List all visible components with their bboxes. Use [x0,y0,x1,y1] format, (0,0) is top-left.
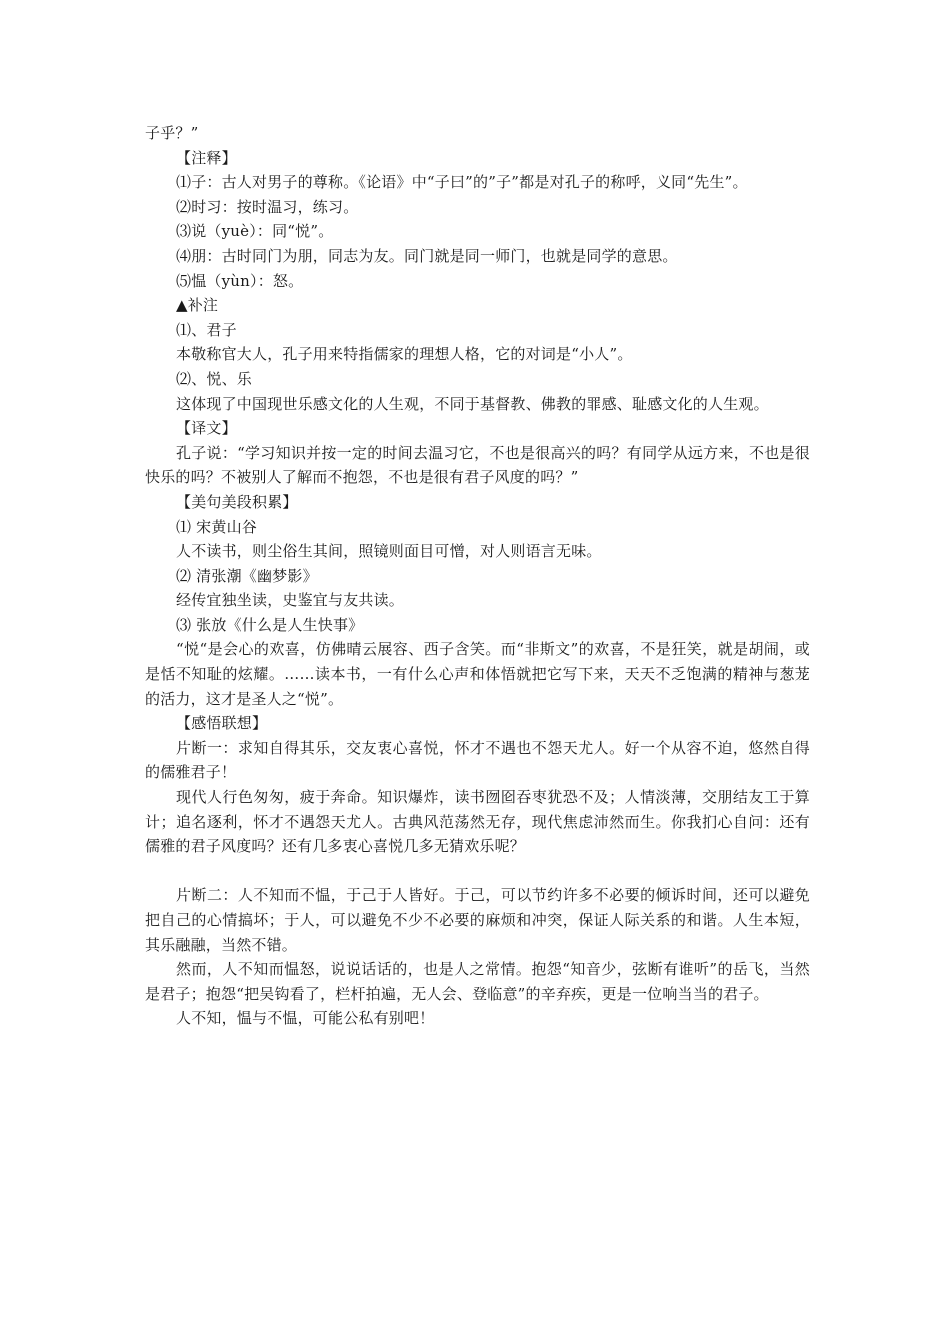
text-line: 子乎？” [145,124,199,142]
text-line: ⑵、悦、乐 [176,369,253,388]
section-heading-reflection: 【感悟联想】 [176,714,268,733]
text-line: ⑷朋：古时同门为朋，同志为友。同门就是同一师门，也就是同学的意思。 [176,246,678,265]
paragraph: ⑴子：古人对男子的尊称。《论语》中“子曰”的”子”都是对孔子的称呼，义同“先生”。 [176,173,748,192]
section-heading-translation: 【译文】 [176,419,237,438]
section-heading-supplement: ▲补注 [176,296,219,315]
text-line: 人不读书，则尘俗生其间，照镜则面目可憎，对人则语言无味。 [176,542,602,561]
paragraph: 这体现了中国现世乐感文化的人生观，不同于基督教、佛教的罪感、耻感文化的人生观。 [176,394,769,413]
section-heading-quotes: 【美句美段积累】 [176,492,298,511]
paragraph: 现代人行色匆匆，疲于奔命。知识爆炸，读书囫囵吞枣犹恐不及；人情淡薄，交朋结友工于算计；追名逐利，怀才不遇怨天尤人。古典风范荡然无存，现代焦虑沛然而生。你我扪心自问：还有儒雅的君子风度吗？还有几多衷心喜悦几多无猜欢乐呢？ [145,788,810,856]
section-heading-notes: 【注释】 [176,148,237,167]
document-body [145,121,810,1031]
text-line: 本敬称官大人，孔子用来特指儒家的理想人格，它的对词是“小人”。 [176,345,633,364]
text-line: ⑵ 清张潮《幽梦影》 [176,566,318,585]
paragraph: 然而，人不知而愠怒，说说话话的，也是人之常情。抱怨“知音少，弦断有谁听”的岳飞，当然是君子；抱怨“把吴钩看了，栏杆拍遍，无人会、登临意”的辛弃疾，更是一位响当当的君子。 [145,960,810,1003]
text-line: ⑴、君子 [176,320,237,339]
text-line: ⑶说（yuè）：同“悦”。 [176,222,334,241]
text-line: 人不知，愠与不愠，可能公私有别吧！ [176,1009,435,1028]
blank-line [145,859,810,884]
paragraph: 孔子说：“学习知识并按一定的时间去温习它，不也是很高兴的吗？有同学从远方来，不也是很快乐的吗？不被别人了解而不抱怨，不也是很有君子风度的吗？” [145,443,810,487]
text-line: ⑵时习：按时温习，练习。 [176,197,359,216]
text-line: ⑶ 张放《什么是人生快事》 [176,615,364,634]
paragraph: 片断二：人不知而不愠，于己于人皆好。于己，可以节约许多不必要的倾诉时间，还可以避免把自己的心情搞坏；于人，可以避免不少不必要的麻烦和冲突，保证人际关系的和谐。人生本短，其乐融融，当然不错。 [145,886,810,954]
text-line: ⑸愠（yùn）：怒。 [176,271,304,290]
text-line: ⑴ 宋黄山谷 [176,517,257,536]
paragraph: 片断一：求知自得其乐，交友衷心喜悦，怀才不遇也不怨天尤人。好一个从容不迫，悠然自得的儒雅君子！ [145,738,810,782]
text-line: 经传宜独坐读，史鉴宜与友共读。 [176,591,405,610]
paragraph: “悦“是会心的欢喜，仿佛晴云展容、西子含笑。而“非斯文”的欢喜，不是狂笑，就是胡闹，或是恬不知耻的炫耀。……读本书，一有什么心声和体悟就把它写下来，天天不乏饱满的精神与葱茏的活力，这才是圣人之“悦”。 [145,640,810,708]
